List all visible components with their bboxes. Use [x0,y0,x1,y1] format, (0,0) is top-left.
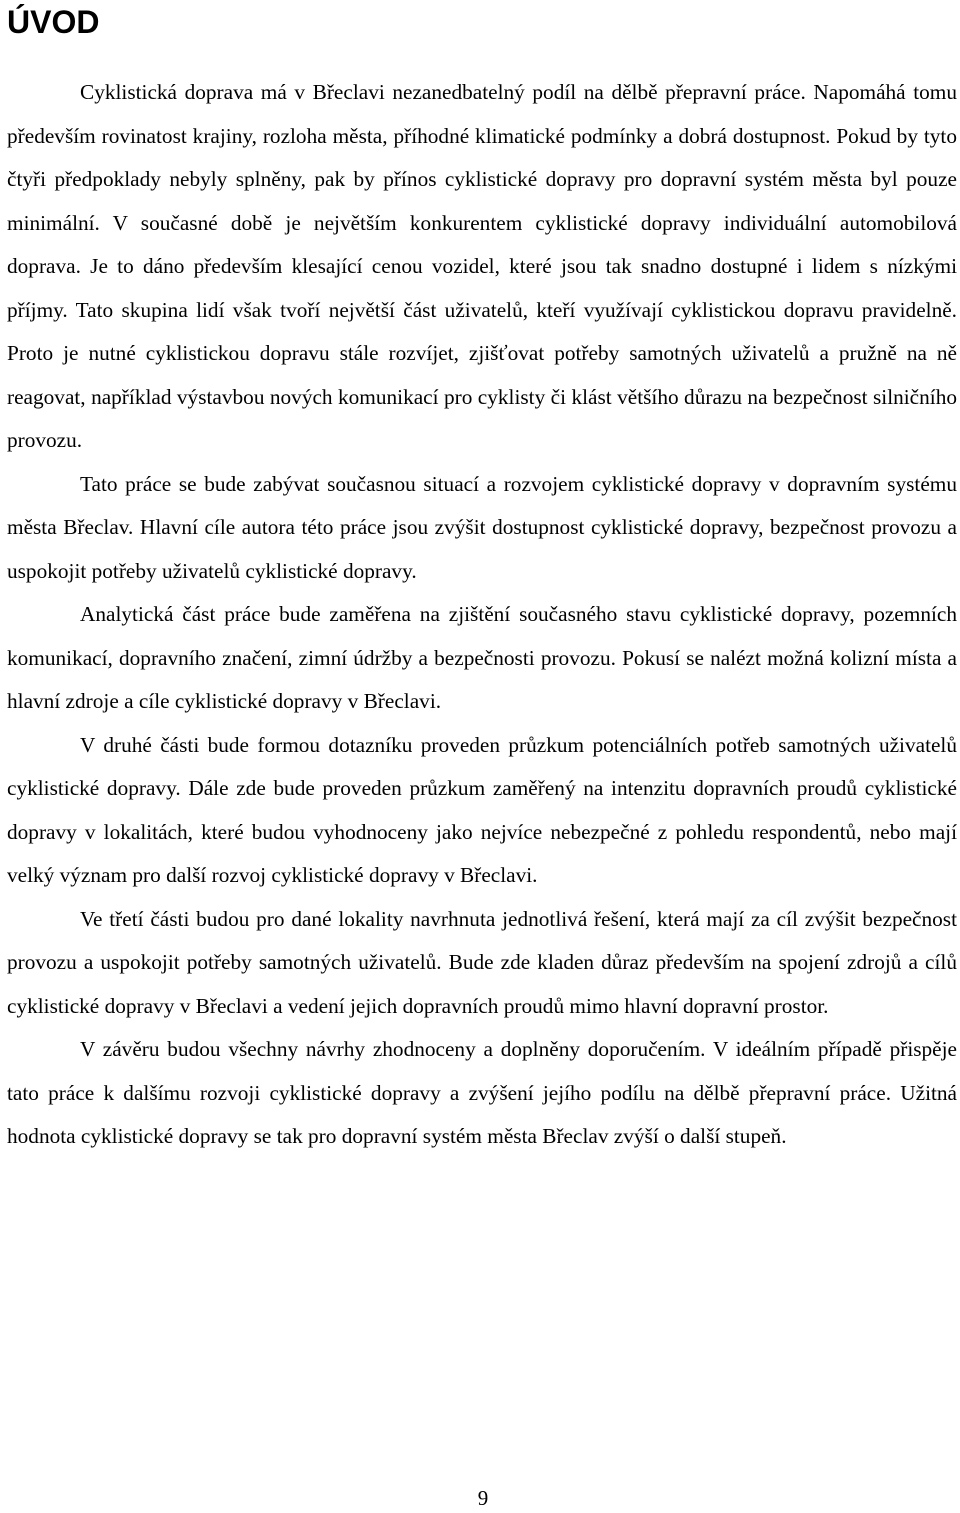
paragraph-intro: Cyklistická doprava má v Břeclavi nezanedbatelný podíl na dělbě přepravní práce. Napomáhá tomu především rovinatost krajiny, rozloha města, příhodné klimatické podmínky a dobrá dostupnost. Pokud by tyto čtyři předpoklady nebyly splněny, pak by přínos cyklistické dopravy pro dopravní systém města byl pouze minimální. V současné době je největším konkurentem cyklistické dopravy individuální automobilová doprava. Je to dáno především klesající cenou vozidel, které jsou tak snadno dostupné i lidem s nízkými příjmy. Tato skupina lidí však tvoří největší část uživatelů, kteří využívají cyklistickou dopravu pravidelně. Proto je nutné cyklistickou dopravu stále rozvíjet, zjišťovat potřeby samotných uživatelů a pružně na ně reagovat, například výstavbou nových komunikací pro cyklisty či klást většího důrazu na bezpečnost silničního provozu. [7,80,957,452]
paragraph-goals: Tato práce se bude zabývat současnou situací a rozvojem cyklistické dopravy v dopravním systému města Břeclav. Hlavní cíle autora této práce jsou zvýšit dostupnost cyklistické dopravy, bezpečnost provozu a uspokojit potřeby uživatelů cyklistické dopravy. [7,471,957,583]
paragraph-conclusion: V závěru budou všechny návrhy zhodnoceny a doplněny doporučením. V ideálním případě přispěje tato práce k dalšímu rozvoji cyklistické dopravy a zvýšení jejího podílu na dělbě přepravní práce. Užitná hodnota cyklistické dopravy se tak pro dopravní systém města Břeclav zvýší o další stupeň. [7,1037,957,1148]
paragraph-survey: V druhé části bude formou dotazníku proveden průzkum potenciálních potřeb samotných uživatelů cyklistické dopravy. Dále zde bude proveden průzkum zaměřený na intenzitu dopravních proudů cyklistické dopravy v lokalitách, které budou vyhodnoceny jako nejvíce nebezpečné z pohledu respondentů, nebo mají velký význam pro další rozvoj cyklistické dopravy v Břeclavi. [7,732,957,887]
paragraph-solutions: Ve třetí části budou pro dané lokality navrhnuta jednotlivá řešení, která mají za cíl zvýšit bezpečnost provozu a uspokojit potřeby samotných uživatelů. Bude zde kladen důraz především na spojení zdrojů a cílů cyklistické dopravy v Břeclavi a vedení jejich dopravních proudů mimo hlavní dopravní prostor. [7,906,957,1018]
page-heading: ÚVOD [7,4,100,40]
body-text [7,71,957,1159]
page-number: 9 [477,1486,489,1510]
paragraph-analysis: Analytická část práce bude zaměřena na zjištění současného stavu cyklistické dopravy, pozemních komunikací, dopravního značení, zimní údržby a bezpečnosti provozu. Pokusí se nalézt možná kolizní místa a hlavní zdroje a cíle cyklistické dopravy v Břeclavi. [7,602,957,713]
